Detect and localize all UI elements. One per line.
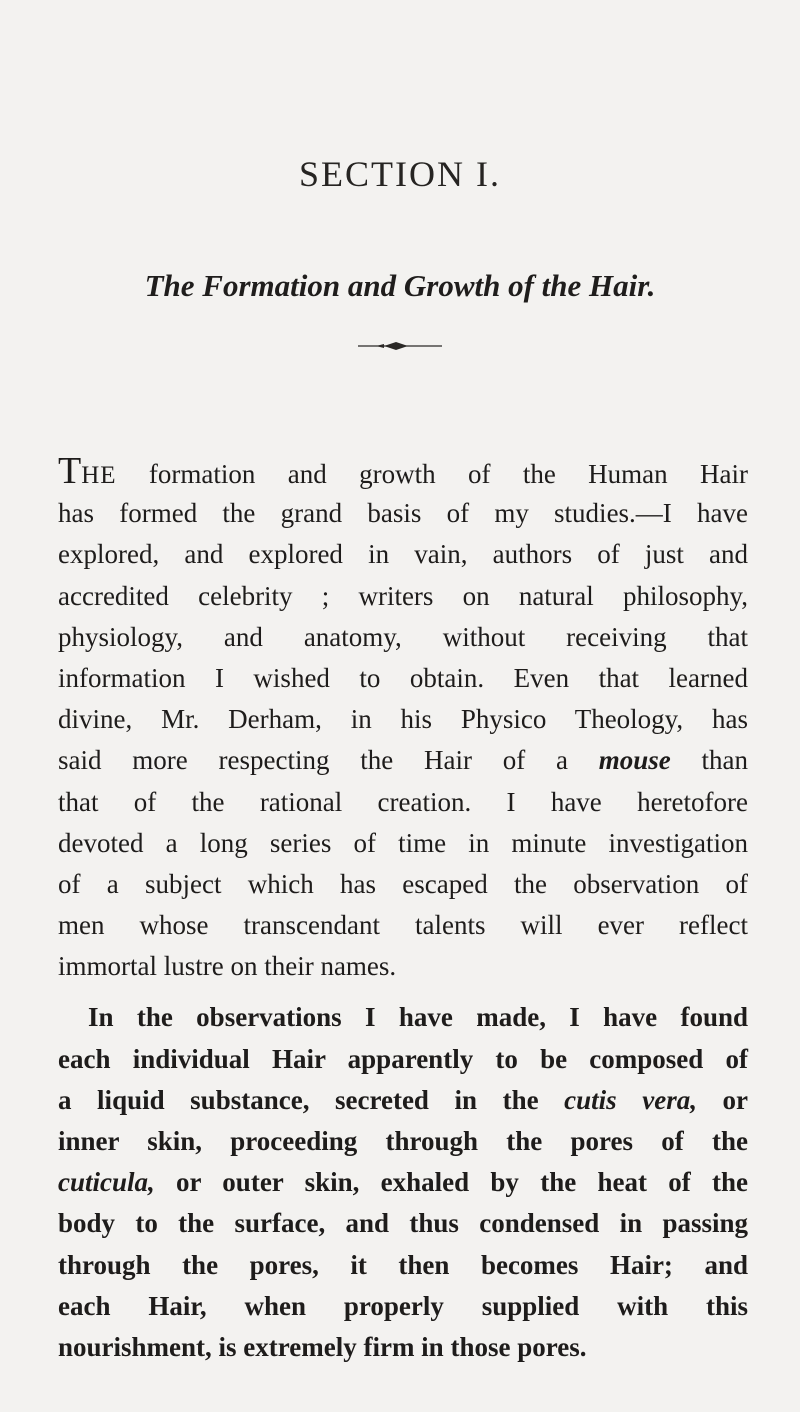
- body-text: [58, 452, 748, 1368]
- text-line: information I wished to obtain. Even that learned: [58, 662, 748, 693]
- text-line: [58, 1162, 748, 1203]
- emphasized-term: cuticula,: [58, 1167, 155, 1198]
- text-line: divine, Mr. Derham, in his Physico Theology, has: [58, 704, 748, 735]
- section-subtitle: The Formation and Growth of the Hair.: [144, 268, 656, 303]
- text-line: men whose transcendant talents will ever reflect: [58, 910, 748, 941]
- text-line: body to the surface, and thus condensed in passing: [58, 1208, 748, 1239]
- line-text: a liquid substance, secreted in the: [58, 1084, 565, 1115]
- text-line: of a subject which has escaped the observation of: [58, 868, 748, 899]
- text-line: explored, and explored in vain, authors of just and: [58, 539, 748, 570]
- text-line: physiology, and anatomy, without receiving that: [58, 621, 748, 652]
- text-line: inner skin, proceeding through the pores of the: [58, 1126, 748, 1156]
- line-text: said more respecting the Hair of a: [58, 745, 599, 776]
- small-caps: HE: [81, 462, 117, 489]
- line-text: than: [670, 745, 748, 776]
- text-line: immortal lustre on their names.: [58, 951, 397, 982]
- section-heading: SECTION I.: [299, 154, 501, 194]
- ornament-divider-icon: [356, 339, 444, 353]
- text-line: that of the rational creation. I have heretofore: [58, 786, 748, 817]
- text-line: through the pores, it then becomes Hair; and: [58, 1249, 748, 1280]
- text-line: [58, 1080, 748, 1121]
- text-line: has formed the grand basis of my studies.—I have: [58, 498, 748, 529]
- text-line: each individual Hair apparently to be composed of: [58, 1043, 748, 1074]
- emphasized-term: cutis vera,: [564, 1084, 697, 1115]
- emphasized-word: mouse: [598, 745, 671, 776]
- text-line: [58, 740, 748, 781]
- drop-cap: T: [58, 450, 82, 492]
- paragraph-1: [58, 452, 748, 987]
- line-text: or outer skin, exhaled by the heat of the: [154, 1167, 748, 1198]
- text-line: accredited celebrity ; writers on natural philosophy,: [58, 580, 748, 611]
- text-line: nourishment, is extremely firm in those pores.: [58, 1331, 587, 1362]
- paragraph-2: [58, 997, 748, 1368]
- text-line: devoted a long series of time in minute investigation: [58, 827, 748, 858]
- line-text: or: [696, 1084, 748, 1115]
- text-line: In the observations I have made, I have found: [88, 1002, 748, 1033]
- text-line: each Hair, when properly supplied with this: [58, 1290, 748, 1321]
- line-text: formation and growth of the Human Hair: [116, 459, 748, 489]
- text-line: [58, 452, 748, 493]
